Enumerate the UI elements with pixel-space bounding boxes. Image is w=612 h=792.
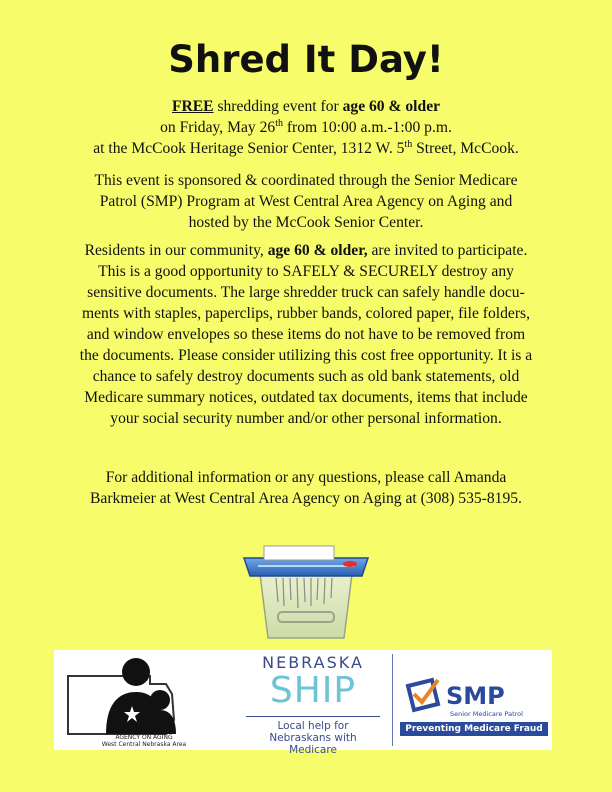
details-line: This is a good opportunity to SAFELY & SECURELY destroy any xyxy=(98,263,514,280)
contact-line: For additional information or any questions, please call Amanda xyxy=(105,469,507,486)
sponsor-line: hosted by the McCook Senior Center. xyxy=(188,214,424,231)
smp-tagline: Preventing Medicare Fraud xyxy=(400,722,548,736)
event-text: shredding event for xyxy=(213,98,343,115)
age-label: age 60 & older xyxy=(342,98,441,115)
ship-state: NEBRASKA xyxy=(262,653,364,672)
event-info xyxy=(20,96,592,159)
sponsor-line: This event is sponsored & coordinated through the Senior Medicare xyxy=(94,172,518,189)
details-age: age 60 & older, xyxy=(267,242,368,259)
smp-word: SMP xyxy=(446,682,505,710)
details-line xyxy=(20,240,592,261)
contact-line: Barkmeier at West Central Area Agency on Aging at (308) 535-8195. xyxy=(90,490,522,507)
ship-word: SHIP xyxy=(269,670,357,711)
street-sup: th xyxy=(404,138,413,150)
contact-paragraph xyxy=(20,467,592,509)
time-text: from 10:00 a.m.-1:00 p.m. xyxy=(282,119,452,136)
event-line-3 xyxy=(20,138,592,159)
agency-on-aging-label xyxy=(84,734,204,748)
details-text: Residents in our community, xyxy=(84,242,268,259)
details-line: ments with staples, paperclips, rubber bands, colored paper, file folders, xyxy=(82,305,530,322)
details-line: your social security number and/or other personal information. xyxy=(110,410,502,427)
details-line: and window envelopes so these items do not have to be removed from xyxy=(86,326,526,343)
details-text: are invited to participate. xyxy=(367,242,528,259)
ship-tagline: Local help for Nebraskans with Medicare xyxy=(246,716,380,756)
page-title: Shred It Day! xyxy=(168,38,444,81)
date-text: on Friday, May 26 xyxy=(160,119,276,136)
location-text-end: Street, McCook. xyxy=(412,140,519,157)
smp-logo xyxy=(392,650,552,750)
details-line: chance to safely destroy documents such as old bank statements, old xyxy=(92,368,520,385)
shredder-icon xyxy=(238,540,374,640)
sponsor-logos xyxy=(54,650,552,756)
details-line: sensitive documents. The large shredder truck can safely handle docu- xyxy=(87,284,525,301)
aoa-title: AGENCY ON AGING xyxy=(115,734,173,741)
free-label: FREE xyxy=(171,98,214,115)
agency-on-aging-logo xyxy=(54,650,234,750)
event-line-1 xyxy=(20,96,592,117)
event-line-2 xyxy=(20,117,592,138)
details-line: Medicare summary notices, outdated tax documents, items that include xyxy=(84,389,528,406)
location-text: at the McCook Heritage Senior Center, 1312 W. 5 xyxy=(93,140,405,157)
sponsor-paragraph xyxy=(20,170,592,233)
date-sup: th xyxy=(275,117,283,129)
smp-subtitle: Senior Medicare Patrol xyxy=(450,710,523,718)
sponsor-line: Patrol (SMP) Program at West Central Area Agency on Aging and xyxy=(99,193,513,210)
details-paragraph xyxy=(20,240,592,429)
details-line: the documents. Please consider utilizing this cost free opportunity. It is a xyxy=(79,347,533,364)
nebraska-ship-logo xyxy=(236,650,390,756)
aoa-sub: West Central Nebraska Area xyxy=(101,741,187,748)
